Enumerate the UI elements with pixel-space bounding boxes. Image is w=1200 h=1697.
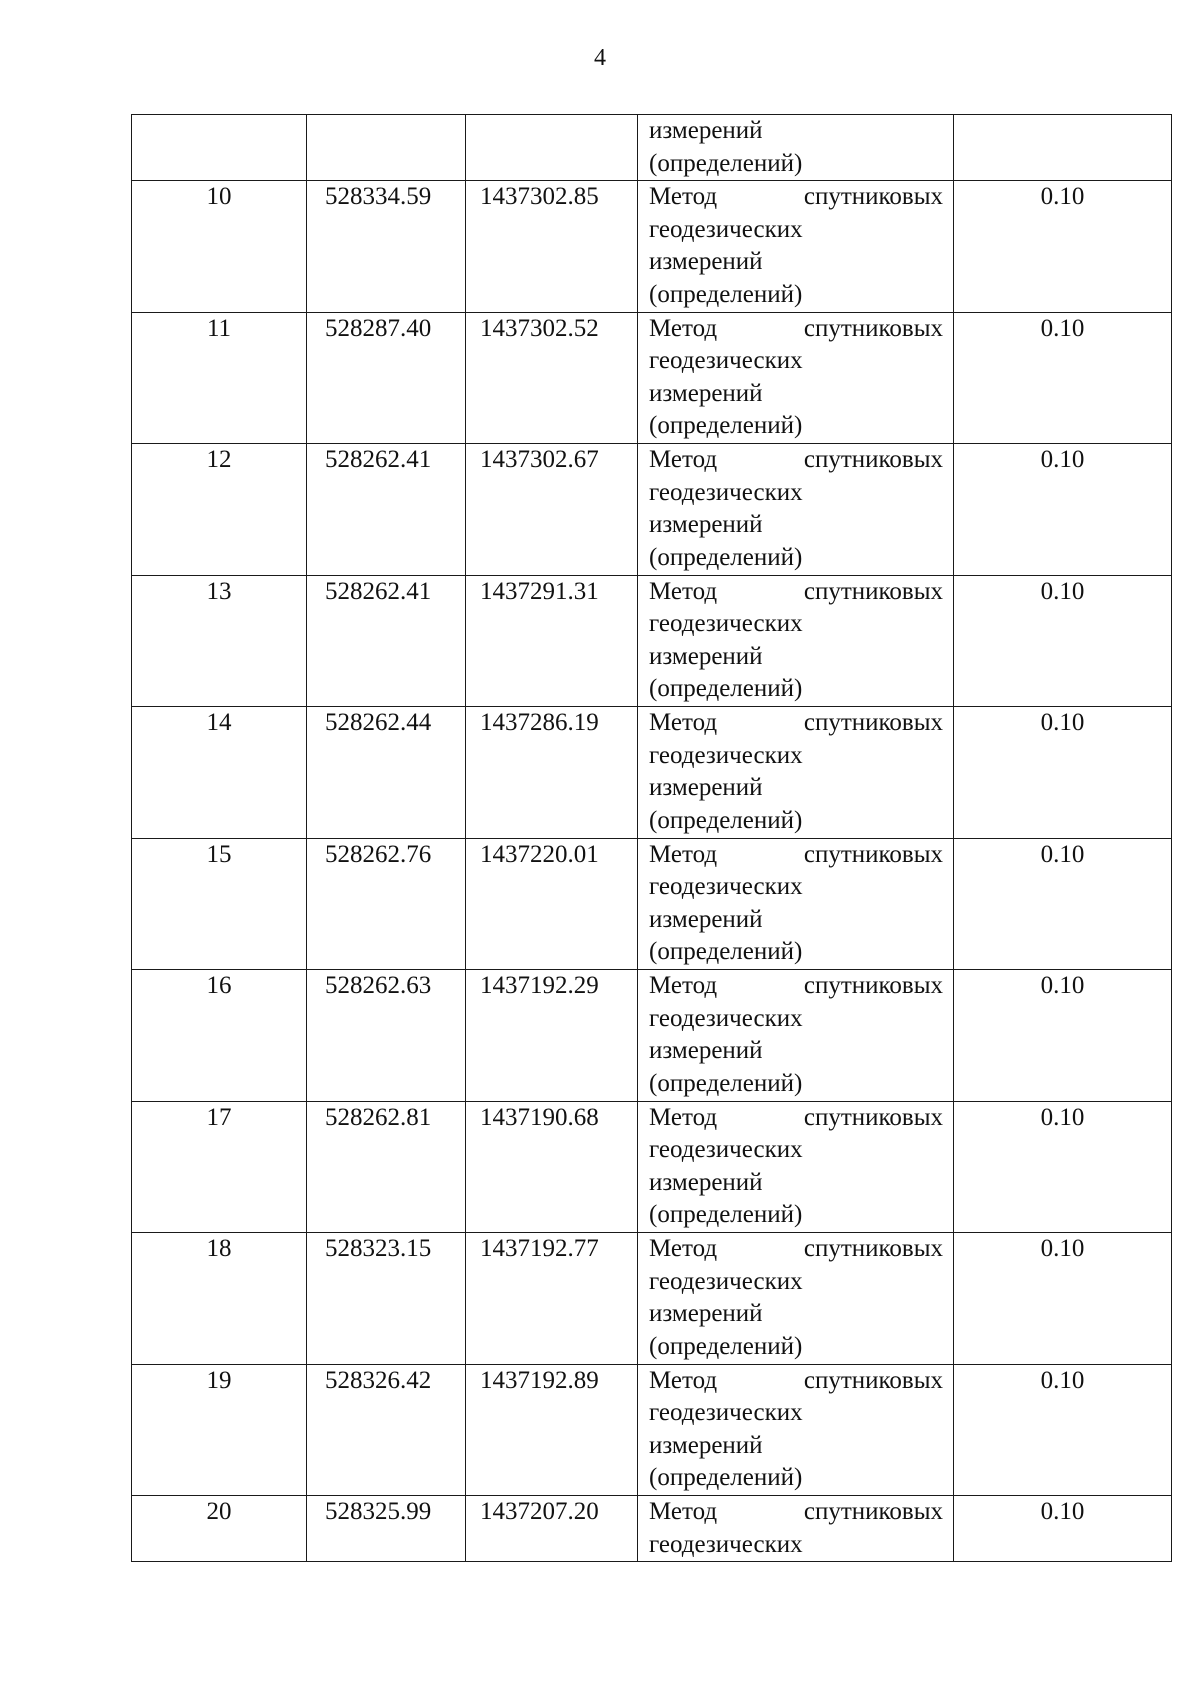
cell-x-coordinate: 528323.15 xyxy=(307,1233,466,1365)
method-line: измерений xyxy=(649,905,763,933)
coordinates-table-body xyxy=(132,115,1172,1562)
cell-y-coordinate: 1437192.77 xyxy=(466,1233,638,1365)
method-word: Метод xyxy=(649,314,718,342)
cell-accuracy: 0.10 xyxy=(954,1233,1172,1365)
method-line xyxy=(649,444,943,477)
method-line: геодезических xyxy=(649,1267,803,1295)
method-word: Метод xyxy=(649,1103,718,1131)
method-word: спутниковых xyxy=(803,314,943,342)
method-word: спутниковых xyxy=(803,183,943,210)
table-row xyxy=(132,970,1172,1102)
cell-y-coordinate: 1437207.20 xyxy=(466,1496,638,1562)
table-row xyxy=(132,181,1172,313)
method-line: геодезических xyxy=(649,347,803,374)
cell-method xyxy=(638,707,954,839)
cell-accuracy: 0.10 xyxy=(954,575,1172,707)
method-line: геодезических xyxy=(649,1399,803,1426)
cell-method xyxy=(638,970,954,1102)
method-line xyxy=(649,1102,943,1135)
page-number: 4 xyxy=(594,45,606,71)
method-word: спутниковых xyxy=(803,972,943,999)
method-word: Метод xyxy=(649,183,718,210)
cell-point-number: 16 xyxy=(132,970,307,1102)
method-line: геодезических xyxy=(649,1004,803,1032)
method-word: Метод xyxy=(649,446,718,473)
cell-x-coordinate: 528334.59 xyxy=(307,181,466,313)
cell-point-number: 19 xyxy=(132,1364,307,1496)
table-row xyxy=(132,1233,1172,1365)
cell-point-number: 17 xyxy=(132,1101,307,1233)
table-row xyxy=(132,1496,1172,1562)
method-line: (определений) xyxy=(649,412,803,439)
method-line: измерений xyxy=(649,511,763,538)
cell-method xyxy=(638,115,954,181)
cell-method xyxy=(638,1496,954,1562)
method-word: Метод xyxy=(649,1366,718,1394)
method-line xyxy=(649,970,943,1003)
method-word: спутниковых xyxy=(803,1366,943,1394)
method-line xyxy=(649,839,943,872)
cell-accuracy: 0.10 xyxy=(954,838,1172,970)
method-line: измерений xyxy=(649,1168,763,1196)
cell-accuracy: 0.10 xyxy=(954,312,1172,444)
cell-point-number: 14 xyxy=(132,707,307,839)
method-line: измерений xyxy=(649,1037,763,1064)
method-word: Метод xyxy=(649,840,718,868)
cell-method xyxy=(638,444,954,576)
cell-x-coordinate: 528262.76 xyxy=(307,838,466,970)
method-line: геодезических xyxy=(649,741,803,769)
cell-accuracy: 0.10 xyxy=(954,970,1172,1102)
cell-method xyxy=(638,1364,954,1496)
table-row xyxy=(132,1364,1172,1496)
method-line xyxy=(649,1365,943,1398)
method-line: геодезических xyxy=(649,215,803,243)
method-line: (определений) xyxy=(649,1464,803,1491)
cell-y-coordinate: 1437286.19 xyxy=(466,707,638,839)
method-word: спутниковых xyxy=(803,1498,943,1525)
method-line: измерений xyxy=(649,248,763,275)
table-row-continuation xyxy=(132,115,1172,181)
cell-x-coordinate: 528287.40 xyxy=(307,312,466,444)
method-line: измерений xyxy=(649,1300,763,1327)
method-line xyxy=(649,707,943,740)
table-row xyxy=(132,575,1172,707)
cell-x-coordinate: 528262.81 xyxy=(307,1101,466,1233)
cell-method xyxy=(638,1233,954,1365)
cell-y-coordinate: 1437192.89 xyxy=(466,1364,638,1496)
cell-y-coordinate: 1437302.85 xyxy=(466,181,638,313)
method-word: Метод xyxy=(649,709,718,736)
method-word: спутниковых xyxy=(803,709,943,736)
table-row xyxy=(132,838,1172,970)
method-line xyxy=(649,576,943,609)
method-word: спутниковых xyxy=(803,1103,943,1131)
cell-y-coordinate: 1437190.68 xyxy=(466,1101,638,1233)
method-line: (определений) xyxy=(649,149,803,177)
cell-x-coordinate: 528262.63 xyxy=(307,970,466,1102)
method-line: измерений xyxy=(649,1431,763,1459)
cell-x-coordinate: 528326.42 xyxy=(307,1364,466,1496)
method-line: (определений) xyxy=(649,806,803,834)
cell-point-number: 18 xyxy=(132,1233,307,1365)
cell-y-coordinate: 1437192.29 xyxy=(466,970,638,1102)
cell-method xyxy=(638,575,954,707)
method-word: спутниковых xyxy=(803,1235,943,1262)
method-line: (определений) xyxy=(649,280,803,308)
cell-accuracy: 0.10 xyxy=(954,1496,1172,1562)
cell-method xyxy=(638,181,954,313)
cell-accuracy: 0.10 xyxy=(954,181,1172,313)
cell-x-coordinate: 528325.99 xyxy=(307,1496,466,1562)
method-word: Метод xyxy=(649,577,718,605)
cell-method xyxy=(638,838,954,970)
cell-y-coordinate: 1437302.52 xyxy=(466,312,638,444)
cell-point-number: 12 xyxy=(132,444,307,576)
cell-x-coordinate xyxy=(307,115,466,181)
cell-point-number: 13 xyxy=(132,575,307,707)
cell-accuracy: 0.10 xyxy=(954,1101,1172,1233)
cell-accuracy: 0.10 xyxy=(954,444,1172,576)
method-line: геодезических xyxy=(649,873,803,900)
method-line: (определений) xyxy=(649,938,803,965)
cell-x-coordinate: 528262.41 xyxy=(307,575,466,707)
method-line: (определений) xyxy=(649,1201,803,1228)
method-line: геодезических xyxy=(649,1136,803,1163)
method-line xyxy=(649,1496,943,1529)
method-line: измерений xyxy=(649,379,763,407)
method-word: спутниковых xyxy=(803,577,943,605)
table-row xyxy=(132,444,1172,576)
cell-point-number: 11 xyxy=(132,312,307,444)
method-line: (определений) xyxy=(649,543,803,571)
cell-y-coordinate: 1437302.67 xyxy=(466,444,638,576)
cell-method xyxy=(638,312,954,444)
cell-x-coordinate: 528262.41 xyxy=(307,444,466,576)
method-line xyxy=(649,313,943,346)
cell-point-number: 20 xyxy=(132,1496,307,1562)
method-line: геодезических xyxy=(649,478,803,506)
cell-y-coordinate: 1437220.01 xyxy=(466,838,638,970)
method-word: Метод xyxy=(649,1235,718,1262)
method-line xyxy=(649,1233,943,1266)
cell-point-number: 15 xyxy=(132,838,307,970)
cell-y-coordinate xyxy=(466,115,638,181)
table-row xyxy=(132,707,1172,839)
method-line: измерений xyxy=(649,642,763,670)
method-line: измерений xyxy=(649,117,763,144)
cell-accuracy: 0.10 xyxy=(954,1364,1172,1496)
cell-point-number xyxy=(132,115,307,181)
coordinates-table xyxy=(131,114,1172,1562)
method-line: (определений) xyxy=(649,1069,803,1097)
method-line: геодезических xyxy=(649,1530,803,1558)
method-line xyxy=(649,181,943,214)
cell-y-coordinate: 1437291.31 xyxy=(466,575,638,707)
method-word: Метод xyxy=(649,972,718,999)
method-word: спутниковых xyxy=(803,446,943,473)
cell-x-coordinate: 528262.44 xyxy=(307,707,466,839)
cell-point-number: 10 xyxy=(132,181,307,313)
cell-method xyxy=(638,1101,954,1233)
cell-accuracy xyxy=(954,115,1172,181)
method-word: спутниковых xyxy=(803,840,943,868)
method-line: измерений xyxy=(649,774,763,801)
method-line: геодезических xyxy=(649,610,803,637)
table-row xyxy=(132,1101,1172,1233)
table-row xyxy=(132,312,1172,444)
method-line: (определений) xyxy=(649,1332,803,1360)
method-line: (определений) xyxy=(649,675,803,702)
method-word: Метод xyxy=(649,1498,718,1525)
cell-accuracy: 0.10 xyxy=(954,707,1172,839)
